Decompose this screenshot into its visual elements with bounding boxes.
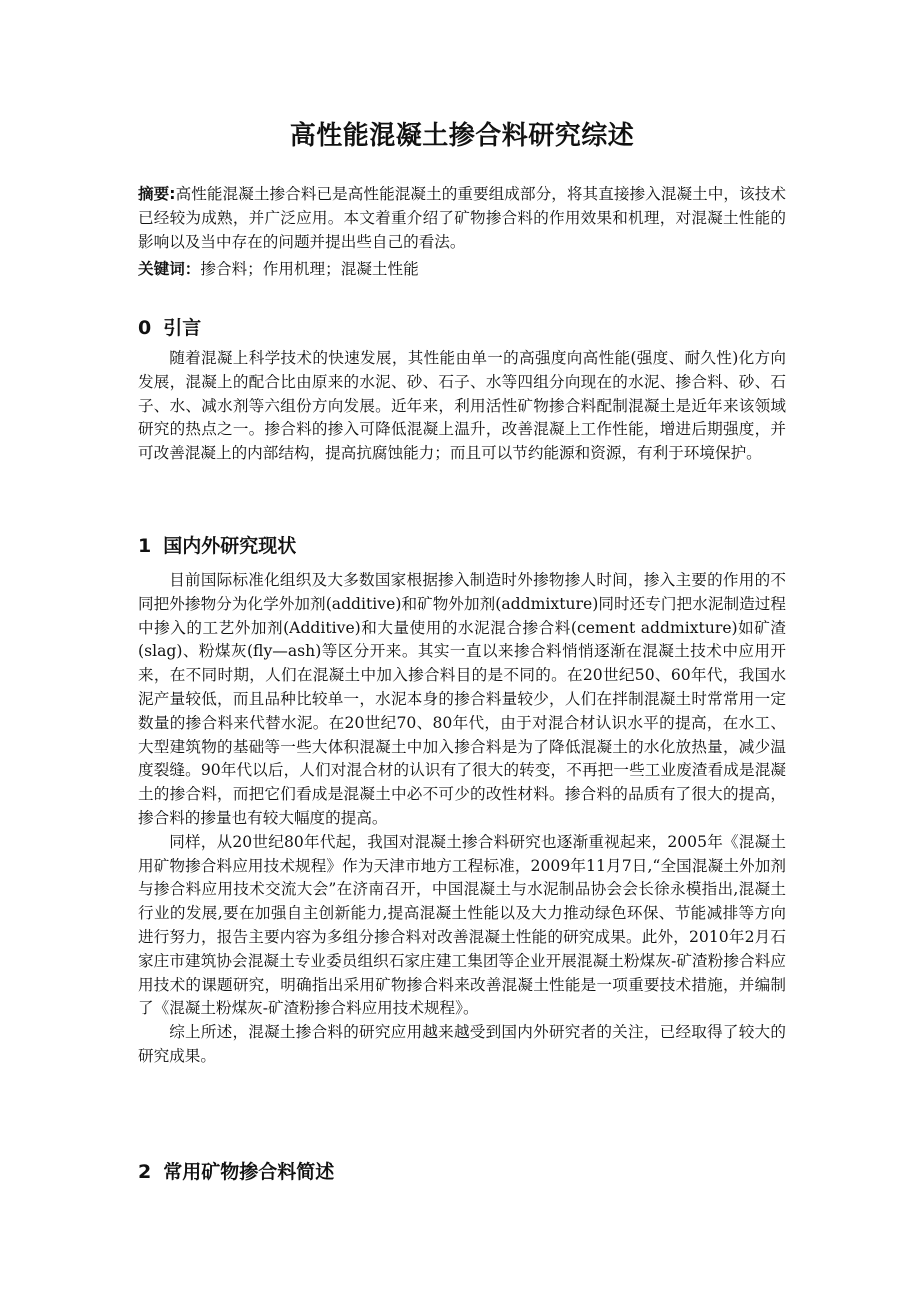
abstract	[138, 183, 786, 254]
paragraph: 综上所述，混凝土掺合料的研究应用越来越受到国内外研究者的关注，已经取得了较大的研究成果。	[138, 1023, 786, 1065]
abstract-text: 高性能混凝土掺合料已是高性能混凝土的重要组成部分，将其直接掺入混凝土中，该技术已经较为成熟，并广泛应用。本文着重介绍了矿物掺合料的作用效果和机理，对混凝土性能的影响以及当中存在的问题并提出些自己的看法。	[138, 185, 786, 251]
document-title: 高性能混凝土掺合料研究综述	[289, 121, 635, 151]
keywords	[138, 257, 786, 281]
paragraph: 同样，从20世纪80年代起，我国对混凝土掺合料研究也逐渐重视起来，2005年《混凝土用矿物掺合料应用技术规程》作为天津市地方工程标准，2009年11月7日,“全国混凝土外加剂与掺合料应用技术交流大会”在济南召开，中国混凝土与水泥制品协会会长徐永模指出,混凝土行业的发展,要在加强自主创新能力,提高混凝土性能以及大力推动绿色环保、节能减排等方向进行努力，报告主要内容为多组分掺合料对改善混凝土性能的研究成果。此外，2010年2月石家庄市建筑协会混凝土专业委员组织石家庄建工集团等企业开展混凝土粉煤灰-矿渣粉掺合料应用技术的课题研究，明确指出采用矿物掺合料来改善混凝土性能是一项重要技术措施，并编制了《混凝土粉煤灰-矿渣粉掺合料应用技术规程》。	[138, 832, 786, 1018]
paragraph: 目前国际标准化组织及大多数国家根据掺入制造时外掺物掺人时间，掺入主要的作用的不同把外掺物分为化学外加剂(additive)和矿物外加剂(addmixture)同时还专门把水泥制造过程中掺入的工艺外加剂(Additive)和大量使用的水泥混合掺合料(cement addmixture)如矿渣(slag)、粉煤灰(fly—ash)等区分开来。其实一直以来掺合料悄悄逐渐在混凝土技术中应用开来，在不同时期，人们在混凝土中加入掺合料目的是不同的。在20世纪50、60年代，我国水泥产量较低，而且品种比较单一，水泥本身的掺合料量较少，人们在拌制混凝土时常常用一定数量的掺合料来代替水泥。在20世纪70、80年代，由于对混合材认识水平的提高，在水工、大型建筑物的基础等一些大体积混凝土中加入掺合料是为了降低混凝土的水化放热量，减少温度裂缝。90年代以后，人们对混合材的认识有了很大的转变，不再把一些工业废渣看成是混凝土的掺合料，而把它们看成是混凝土中必不可少的改性材料。掺合料的品质有了很大的提高，掺合料的掺量也有较大幅度的提高。	[138, 571, 786, 827]
section-number: 2	[138, 1161, 152, 1183]
section-number: 0	[138, 317, 152, 339]
section-heading-mineral-admixtures	[138, 1158, 334, 1186]
section-heading-introduction	[138, 314, 201, 342]
section-title: 常用矿物掺合料简述	[163, 1161, 335, 1183]
keywords-label: 关键词：	[138, 260, 201, 278]
section-title: 引言	[163, 317, 202, 339]
section-heading-research-status	[138, 532, 296, 560]
keywords-text: 掺合料；作用机理；混凝土性能	[200, 260, 419, 278]
section-number: 1	[138, 535, 152, 557]
section-body-introduction	[138, 347, 786, 466]
abstract-label: 摘要:	[138, 185, 176, 203]
section-body-research-status	[138, 569, 786, 1069]
paragraph: 随着混凝上科学技术的快速发展，其性能由单一的高强度向高性能(强度、耐久性)化方向发展，混凝上的配合比由原来的水泥、砂、石子、水等四组分向现在的水泥、掺合料、砂、石子、水、减水剂等六组份方向发展。近年来，利用活性矿物掺合料配制混凝土是近年来该领域研究的热点之一。掺合料的掺入可降低混凝上温升，改善混凝上工作性能，增进后期强度，并可改善混凝上的内部结构，提高抗腐蚀能力；而且可以节约能源和资源，有利于环境保护。	[138, 349, 786, 463]
section-title: 国内外研究现状	[163, 535, 297, 557]
